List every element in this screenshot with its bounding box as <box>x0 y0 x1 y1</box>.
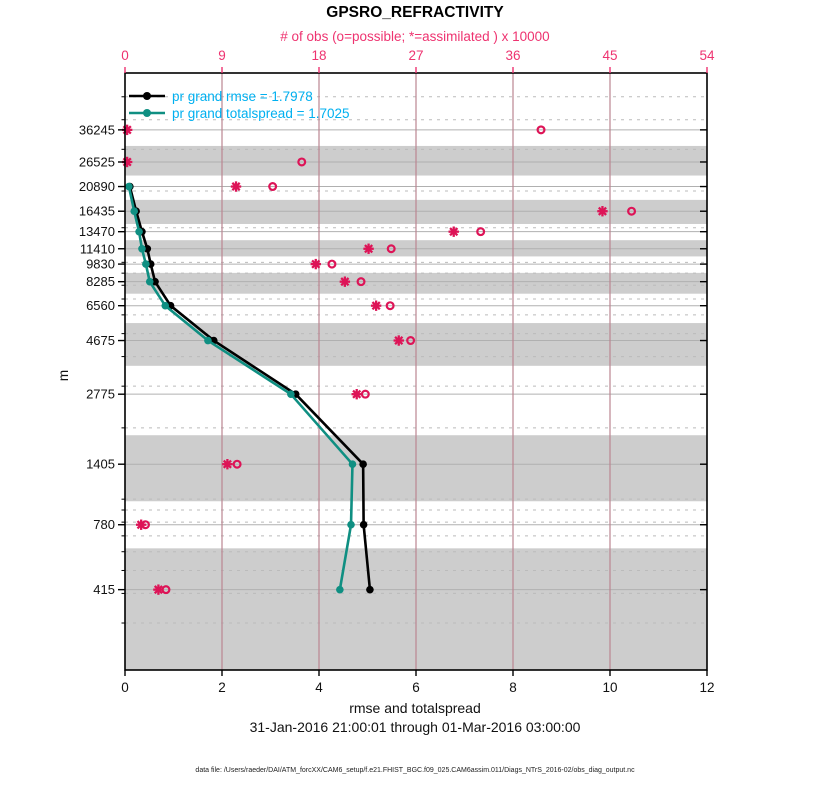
y-tick-label: 8285 <box>86 274 115 290</box>
top-tick-label: 36 <box>505 48 521 63</box>
y-tick-label: 26525 <box>78 154 115 170</box>
totalspread-point <box>135 228 143 236</box>
totalspread-point <box>125 183 133 191</box>
chart-title: GPSRO_REFRACTIVITY <box>326 4 504 21</box>
totalspread-point <box>287 390 295 398</box>
rmse-point <box>359 460 367 468</box>
bottom-tick-label: 12 <box>699 680 715 695</box>
y-tick-label: 36245 <box>78 122 115 138</box>
y-tick-label: 4675 <box>86 333 115 349</box>
legend-item-totalspread <box>128 105 350 121</box>
y-tick-label: 20890 <box>78 179 115 195</box>
y-tick-label: 415 <box>93 582 115 598</box>
y-tick-label: 11410 <box>79 241 115 257</box>
y-tick-label: 1405 <box>86 456 115 472</box>
totalspread-point <box>138 245 146 253</box>
legend-line-totalspread-sample <box>128 107 166 119</box>
top-tick-label: 27 <box>408 48 424 63</box>
bottom-tick-label: 0 <box>121 680 129 695</box>
y-tick-label: 6560 <box>86 298 115 314</box>
totalspread-point <box>349 460 357 468</box>
bottom-tick-label: 4 <box>315 680 323 695</box>
totalspread-point <box>142 260 150 268</box>
rmse-point <box>366 586 374 594</box>
totalspread-point <box>146 278 154 286</box>
legend-label-rmse: pr grand rmse = 1.7978 <box>172 88 313 104</box>
y-tick-label: 2775 <box>86 386 115 402</box>
top-tick-label: 9 <box>218 48 226 63</box>
top-tick-label: 45 <box>602 48 618 63</box>
y-tick-label: 9830 <box>86 256 115 272</box>
top-axis-label: # of obs (o=possible; *=assimilated ) x 10000 <box>280 29 550 44</box>
bottom-tick-label: 8 <box>509 680 517 695</box>
bottom-tick-label: 10 <box>602 680 618 695</box>
x-axis-label: rmse and totalspread <box>349 700 481 716</box>
top-tick-label: 54 <box>699 48 715 63</box>
totalspread-point <box>130 207 138 215</box>
top-tick-label: 0 <box>121 48 129 63</box>
rmse-point <box>360 521 368 529</box>
totalspread-point <box>161 302 169 310</box>
legend-item-rmse <box>128 88 313 104</box>
legend-label-totalspread: pr grand totalspread = 1.7025 <box>172 105 350 121</box>
y-tick-label: 780 <box>93 517 115 533</box>
y-tick-label: 16435 <box>78 203 115 219</box>
y-axis-label: m <box>56 369 72 382</box>
totalspread-point <box>336 586 344 594</box>
totalspread-point <box>347 521 355 529</box>
totalspread-point <box>204 337 212 345</box>
bottom-tick-label: 6 <box>412 680 420 695</box>
top-tick-label: 18 <box>311 48 327 63</box>
bottom-tick-label: 2 <box>218 680 226 695</box>
subtitle-date-range: 31-Jan-2016 21:00:01 through 01-Mar-2016 03:00:00 <box>249 719 581 735</box>
data-file-path: data file: /Users/raeder/DAI/ATM_forcXX/CAM6_setup/f.e21.FHIST_BGC.f09_025.CAM6assim.011/Diags_NTrS_2016-02/obs_diag_output.nc <box>195 767 635 774</box>
legend-line-rmse-sample <box>128 90 166 102</box>
y-tick-label: 13470 <box>78 224 115 240</box>
